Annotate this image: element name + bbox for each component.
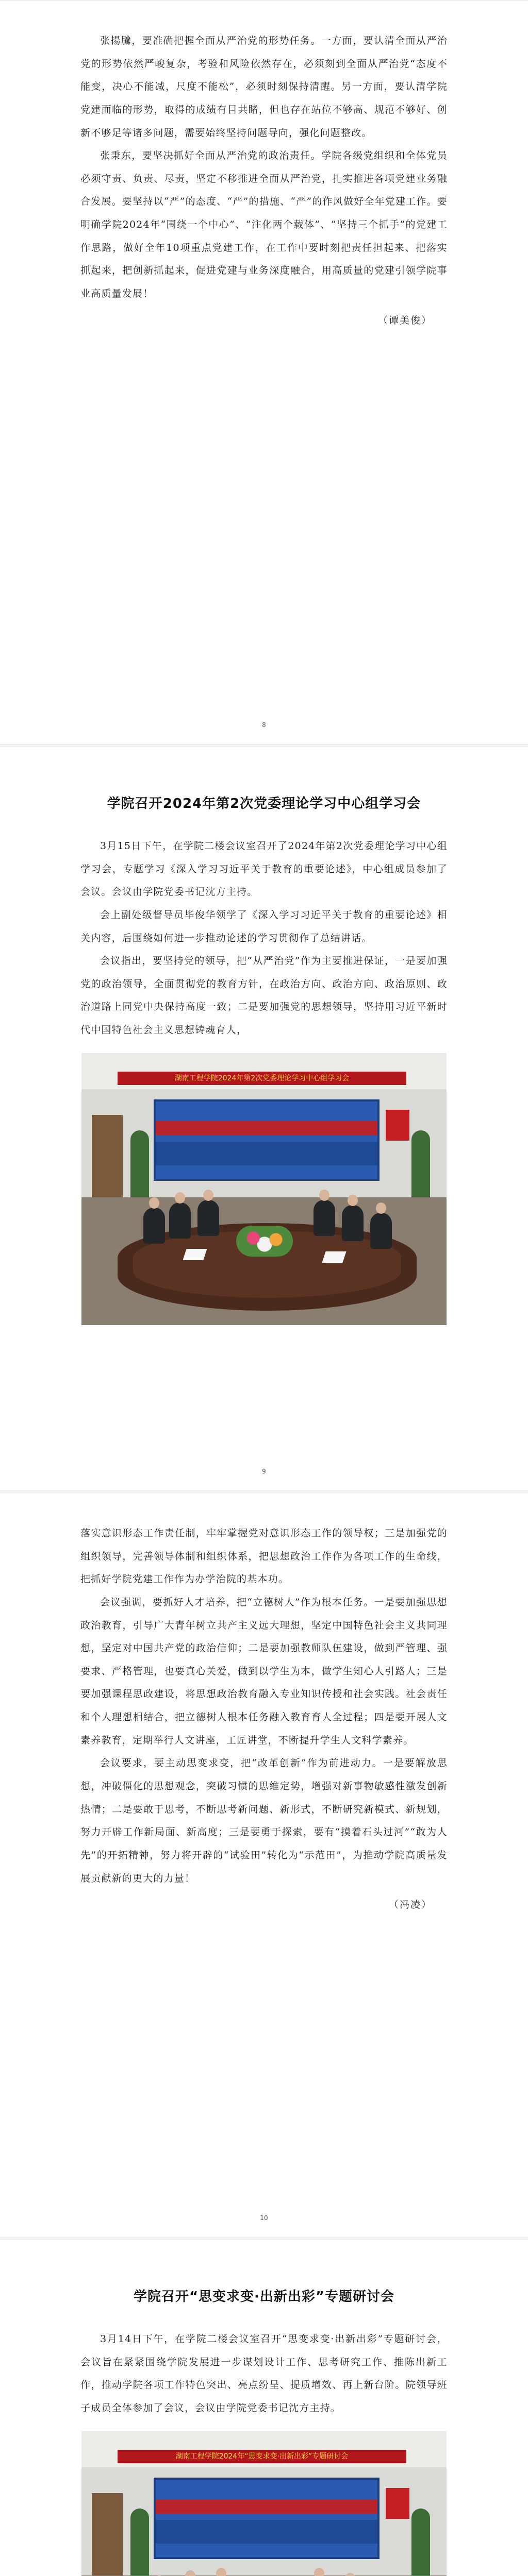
body-paragraph: 会上副处级督导员毕俊华领学了《深入学习习近平关于教育的重要论述》相关内容，后围绕如何进一步推动论述的学习贯彻作了总结讲话。 — [80, 909, 448, 944]
document-page-8 — [0, 0, 528, 744]
page-number: 9 — [262, 1468, 266, 1475]
body-paragraph: 张秉东，要坚决抓好全面从严治党的政治责任。学院各级党组织和全体党员必须守责、负责、尽责，坚定不移推进全面从严治党，扎实推进各项党建业务融合发展。要坚持以“严”的态度、“严”的措施、“严”的作风做好全年党建工作。要明确学院2024年“围绕一个中心”、“注化两个载体”、“坚持三个抓手”的党建工作思路，做好全年10项重点党建工作，在工作中要时刻把责任担起来、把落实抓起来，把创新抓起来，促进党建与业务深度融合，用高质量的党建引领学院事业高质量发展！ — [80, 150, 448, 300]
meeting-photo — [81, 1053, 447, 1325]
author-signature: （冯凌） — [388, 1899, 432, 1911]
body-paragraph: 会议强调，要抓好人才培养，把“立德树人”作为根本任务。一是要加强思想政治教育，引导广大青年树立共产主义远大理想，坚定中国特色社会主义共同理想，坚定对中国共产党的政治信仰；二是要加强教师队伍建设，做到严管理、强要求、严格管理，也要真心关爱，做到以学生为本，做学生知心人引路人；三是要加强课程思政建设，将思想政治教育融入专业知识传授和社会实践。社会责任和个人理想相结合，把立德树人根本任务融入教育育人全过程；四是要开展人文素养教育，定期举行人文讲座，工匠讲堂，不断提升学生人文科学素养。 — [80, 1596, 448, 1746]
body-paragraph: 落实意识形态工作责任制，牢牢掌握党对意识形态工作的领导权；三是加强党的组织领导，完善领导体制和组织体系，把思想政治工作作为各项工作的生命线，把抓好学院党建工作作为办学治院的基本功。 — [80, 1528, 448, 1585]
document-page-10 — [0, 1493, 528, 2238]
article-title: 学院召开2024年第2次党委理论学习中心组学习会 — [107, 796, 421, 811]
page-number: 10 — [260, 2214, 268, 2222]
document-page-11 — [0, 2239, 528, 2576]
author-signature: （谭美俊） — [377, 314, 432, 326]
body-paragraph: 3月14日下午，在学院二楼会议室召开“思变求变·出新出彩”专题研讨会，会议旨在紧紧围绕学院发展进一步谋划设计工作、思考研究工作、推陈出新工作，推动学院各项工作特色突出、亮点纷呈、提质增效、再上新台阶。院领导班子成员全体参加了会议，会议由学院党委书记沈方主持。 — [80, 2333, 448, 2414]
article-title: 学院召开“思变求变·出新出彩”专题研讨会 — [133, 2289, 395, 2304]
photo-banner-text: 湖南工程学院2024年“思变求变·出新出彩”专题研讨会 — [118, 2450, 406, 2463]
photo-banner-text: 湖南工程学院2024年第2次党委理论学习中心组学习会 — [118, 1072, 406, 1085]
body-paragraph: 会议要求，要主动思变求变，把“改革创新”作为前进动力。一是要解放思想，冲破僵化的思想观念，突破习惯的思维定势，增强对新事物敏感性激发创新热情；二是要敢于思考，不断思考新问题、新形式，不断研究新模式、新规划，努力开辟工作新局面、新高度；三是要勇于探索，要有“摸着石头过河”“敢为人先”的开拓精神，努力将开辟的“试验田”转化为“示范田”，为推动学院高质量发展贡献新的更大的力量！ — [80, 1757, 448, 1884]
meeting-photo — [81, 2431, 447, 2576]
body-paragraph: 会议指出，要坚持党的领导，把“从严治党”作为主要推进保证，一是要加强党的政治领导，全面贯彻党的教育方针，在政治方向、政治方向、政治原则、政治道路上同党中央保持高度一致；二是要加强党的思想领导，坚持用习近平新时代中国特色社会主义思想铸魂育人， — [80, 955, 448, 1036]
body-paragraph: 3月15日下午，在学院二楼会议室召开了2024年第2次党委理论学习中心组学习会，专题学习《深入学习习近平关于教育的重要论述》，中心组成员参加了会议。会议由学院党委书记沈方主持。 — [80, 840, 448, 898]
document-page-9 — [0, 746, 528, 1491]
page-number: 8 — [262, 721, 266, 728]
body-paragraph: 张揚騰，要准确把握全面从严治党的形势任务。一方面，要认清全面从严治党的形势依然严峻复杂，考验和风险依然存在，必须刻到全面从严治党“态度不能变，决心不能减，尺度不能松”，必须时刻保持清醒。另一方面，要认清学院党建面临的形势，取得的成绩有目共睹，但也存在站位不够高、规范不够好、创新不够足等诸多问题，需要始终坚持问题导向，强化问题整改。 — [80, 35, 448, 139]
